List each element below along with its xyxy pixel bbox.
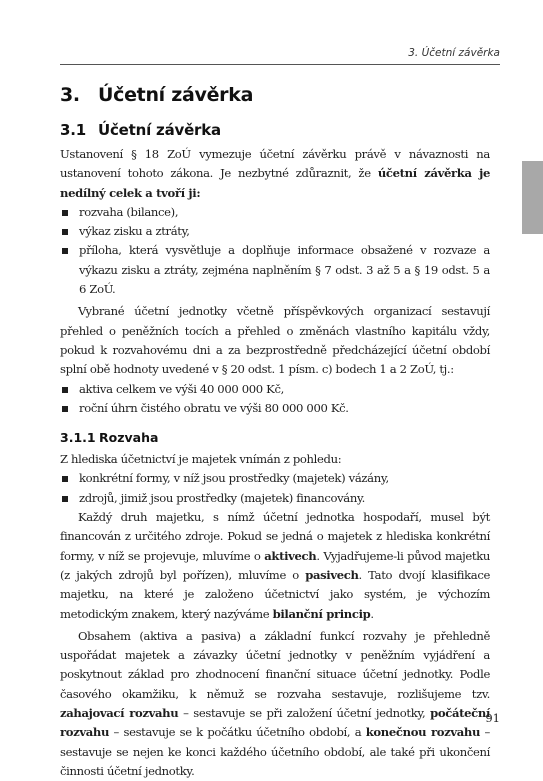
paragraph-asset-view: Z hlediska účetnictví je majetek vnímán z pohledu: — [60, 452, 342, 467]
paragraph-text: – sestavuje se při založení účetní jednotky, — [178, 706, 431, 721]
paragraph-selected-units: Vybrané účetní jednotky včetně příspěvkových organizací sestavují přehled o peněžních tocích a přehled o změnách vlastního kapitálu vždy, pokud k rozvahovému dni a za bezprostředně předcházející účetní období splní obě hodnoty uvedené v § 20 odst. 1 písm. c) bodech 1 a 2 ZoÚ, tj.: — [60, 304, 490, 377]
page-number: 91 — [485, 711, 500, 725]
header-rule — [60, 64, 500, 65]
paragraph-text: Každý druh majetku, s nímž účetní jednotka hospodaří, musel být financován z určitého zdroje. Pokud se jedná o majetek z hlediska konkrétní formy, v níž se projevuje, mluvíme o — [60, 510, 490, 563]
subsection-heading — [60, 430, 490, 445]
list-item: rozvaha (bilance), — [60, 203, 490, 222]
list-item: zdrojů, jimiž jsou prostředky (majetek) financovány. — [60, 489, 490, 508]
section-title: Účetní závěrka — [98, 121, 221, 139]
subsection-number: 3.1.1 — [60, 430, 96, 446]
list-item: výkaz zisku a ztráty, — [60, 222, 490, 241]
paragraph-bold: aktivech — [264, 548, 317, 563]
list-item: konkrétní formy, v níž jsou prostředky (majetek) vázány, — [60, 469, 490, 488]
chapter-thumb-tab — [522, 161, 543, 234]
paragraph-bold: počáteční rozvahu — [60, 706, 490, 740]
paragraph-bold: pasivech — [305, 567, 359, 582]
paragraph-bold: účetní závěrka je nedílný celek a tvoří ji: — [60, 166, 490, 200]
paragraph-bold: zahajovací rozvahu — [60, 706, 179, 721]
paragraph-text: . Vyjadřujeme-li původ majetku (z jakých zdrojů byl pořízen), mluvíme o — [60, 548, 490, 582]
chapter-title: Účetní závěrka — [98, 84, 254, 106]
paragraph-bold: bilanční princip — [272, 606, 371, 621]
chapter-number: 3. — [60, 84, 80, 106]
list-item: příloha, která vysvětluje a doplňuje informace obsažené v rozvaze a výkazu zisku a ztráty, zejména naplněním § 7 odst. 3 až 5 a § 19 odst. 5 a 6 ZoÚ. — [60, 241, 490, 299]
paragraph-text: . Tato dvojí klasifikace majetku, na které je založeno účetnictví jako systém, je výchozím metodickým znakem, který nazýváme — [60, 567, 490, 621]
subsection-title: Rozvaha — [99, 430, 159, 446]
list-asset-views — [60, 469, 490, 508]
paragraph-text: – sestavuje se nejen ke konci každého účetního období, ale také při ukončení činnosti účetní jednotky. — [60, 725, 490, 778]
list-item: aktiva celkem ve výši 40 000 000 Kč, — [60, 380, 490, 399]
list-item: roční úhrn čistého obratu ve výši 80 000 000 Kč. — [60, 399, 490, 418]
paragraph-intro — [60, 145, 490, 203]
paragraph-balance-principle — [60, 508, 490, 624]
list-thresholds — [60, 380, 490, 419]
section-number: 3.1 — [60, 121, 86, 139]
paragraph-text: – sestavuje se k počátku účetního období, a — [109, 725, 366, 740]
paragraph-bold: konečnou rozvahu — [365, 725, 481, 740]
running-head: 3. Účetní závěrka — [408, 47, 500, 59]
page-body — [60, 84, 490, 781]
paragraph-text: Obsahem (aktiva a pasiva) a základní funkcí rozvahy je přehledně uspořádat majetek a závazky účetní jednotky v peněžním vyjádření a poskytnout základ pro zhodnocení finanční situace účetní jednotky. Podle časového okamžiku, k němuž se rozvaha sestavuje, rozlišujeme tzv. — [60, 628, 490, 701]
paragraph-balance-types — [60, 627, 490, 781]
paragraph-text: Ustanovení § 18 ZoÚ vymezuje účetní závěrku právě v návaznosti na ustanovení tohoto zákona. Je nezbytné zdůraznit, že — [60, 147, 490, 181]
chapter-heading — [60, 84, 490, 106]
section-heading — [60, 121, 490, 139]
list-components — [60, 203, 490, 299]
paragraph-text: . — [370, 606, 374, 621]
